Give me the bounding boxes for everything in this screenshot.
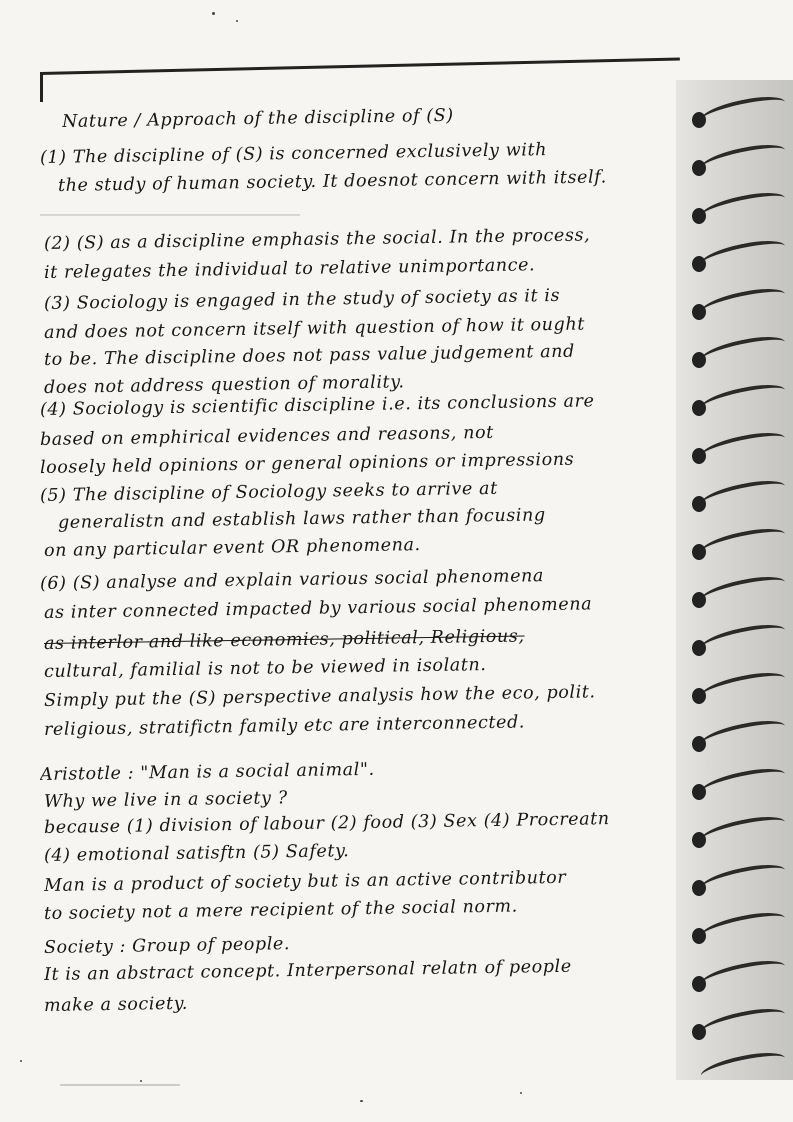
note-line: does not address question of morality. (43, 372, 405, 398)
punch-hole (692, 880, 706, 896)
note-line: Society : Group of people. (43, 934, 291, 958)
note-line: and does not concern itself with question of how it ought (43, 314, 586, 343)
scan-speck (520, 1092, 522, 1094)
scan-speck (236, 20, 238, 22)
note-line: as inter connected impacted by various social phenomena (43, 594, 593, 623)
scan-speck (140, 1080, 142, 1082)
punch-hole (692, 160, 706, 176)
punch-hole (692, 352, 706, 368)
note-line: Simply put the (S) perspective analysis how the eco, polit. (43, 682, 596, 711)
note-line: make a society. (43, 993, 189, 1016)
punch-hole (692, 976, 706, 992)
note-line: (3) Sociology is engaged in the study of society as it is (43, 285, 561, 314)
note-line: Why we live in a society ? (43, 788, 288, 812)
note-line: it relegates the individual to relative unimportance. (43, 255, 536, 283)
punch-hole (692, 688, 706, 704)
note-line: (1) The discipline of (S) is concerned exclusively with (39, 140, 548, 168)
note-line: the study of human society. It doesnot concern with itself. (57, 167, 607, 196)
note-line: on any particular event OR phenomena. (43, 535, 421, 561)
punch-hole (692, 784, 706, 800)
note-line: loosely held opinions or general opinions or impressions (39, 449, 575, 478)
punch-hole (692, 304, 706, 320)
note-title: Nature / Approach of the discipline of (S) (61, 105, 454, 132)
note-line: based on emphirical evidences and reasons, not (39, 422, 494, 450)
note-line: to be. The discipline does not pass value judgement and (43, 341, 576, 370)
margin-rule-top (40, 57, 680, 75)
note-line: (5) The discipline of Sociology seeks to arrive at (39, 478, 498, 506)
note-line: (4) emotional satisftn (5) Safety. (43, 841, 350, 866)
note-line: Man is a product of society but is an active contributor (43, 867, 567, 896)
note-line: It is an abstract concept. Interpersonal relatn of people (43, 956, 572, 985)
note-line: (4) Sociology is scientific discipline i.e. its conclusions are (39, 391, 595, 420)
note-line: to society not a mere recipient of the social norm. (43, 896, 519, 924)
punch-hole (692, 928, 706, 944)
note-line: Aristotle : "Man is a social animal". (39, 759, 375, 785)
scan-noise (60, 1084, 180, 1086)
margin-rule-left (40, 72, 43, 102)
punch-hole (692, 400, 706, 416)
punch-hole (692, 496, 706, 512)
note-line: religious, stratifictn family etc are interconnected. (43, 712, 526, 740)
note-line: because (1) division of labour (2) food (3) Sex (4) Procreatn (43, 809, 610, 838)
note-line: (6) (S) analyse and explain various social phenomena (39, 566, 545, 594)
punch-hole (692, 736, 706, 752)
note-line: cultural, familial is not to be viewed in isolatn. (43, 655, 487, 682)
punch-hole (692, 112, 706, 128)
scan-speck (212, 12, 215, 15)
punch-hole (692, 1024, 706, 1040)
punch-hole (692, 832, 706, 848)
note-line: (2) (S) as a discipline emphasis the social. In the process, (43, 225, 591, 254)
punch-hole (692, 640, 706, 656)
punch-hole (692, 256, 706, 272)
punch-hole (692, 448, 706, 464)
scan-speck (20, 1060, 22, 1062)
scan-speck (360, 1100, 363, 1102)
note-line: generalistn and establish laws rather than focusing (57, 505, 546, 533)
punch-hole (692, 544, 706, 560)
scan-noise (40, 214, 300, 216)
note-line: as interlor and like economics, political, Religious, (43, 626, 525, 654)
punch-hole (692, 592, 706, 608)
punch-hole (692, 208, 706, 224)
